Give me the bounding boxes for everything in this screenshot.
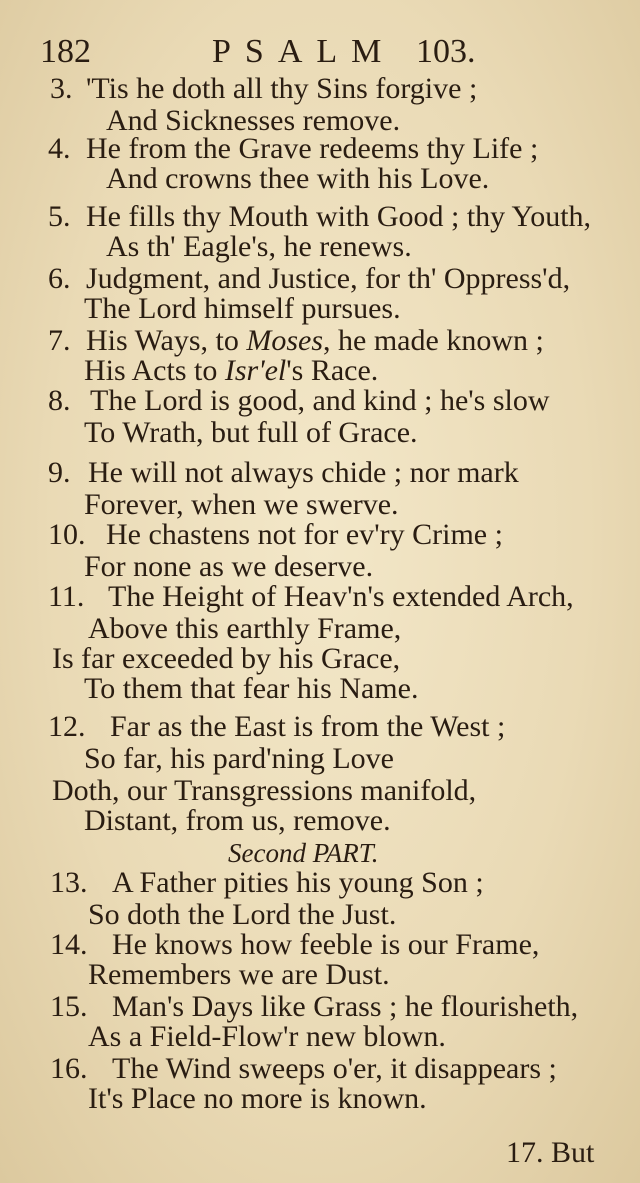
italic-name: Moses	[246, 324, 324, 357]
verse-line	[0, 1052, 620, 1086]
verse-line	[0, 292, 620, 326]
verse-line	[0, 742, 620, 776]
text-segment: 'Tis he doth all thy Sins forgive ;	[86, 72, 478, 105]
verse-text	[86, 200, 591, 234]
verse-number: 12.	[48, 710, 86, 743]
verse-text	[88, 1082, 427, 1116]
verse-line	[0, 324, 620, 358]
text-segment: The Height of Heav'n's extended Arch,	[108, 580, 574, 613]
text-segment: Above this earthly Frame,	[88, 612, 402, 645]
verse-number: 5.	[48, 200, 71, 233]
verse-number: 11.	[48, 580, 85, 613]
text-segment: A Father pities his young Son ;	[112, 866, 484, 899]
verse-text	[86, 72, 477, 106]
text-segment: Judgment, and Justice, for th' Oppress'd,	[86, 262, 571, 295]
verse-text	[112, 866, 484, 900]
verse-number: 7.	[48, 324, 71, 357]
psalm-title: PSALM	[212, 33, 396, 70]
verse-line	[0, 672, 620, 706]
text-segment: Man's Days like Grass ; he flourisheth,	[112, 990, 579, 1023]
text-segment: For none as we deserve.	[84, 550, 374, 583]
verse-text	[106, 162, 489, 196]
verse-line	[0, 958, 620, 992]
text-segment: Far as the East is from the West ;	[110, 710, 506, 743]
text-segment: He chastens not for ev'ry Crime ;	[106, 518, 503, 551]
verse-text	[84, 742, 394, 776]
verse-number: 9.	[48, 456, 71, 489]
text-segment: His Acts to	[84, 354, 225, 387]
text-segment: The Wind sweeps o'er, it disappears ;	[112, 1052, 557, 1085]
text-segment: Remembers we are Dust.	[88, 958, 390, 991]
verse-line	[0, 518, 620, 552]
verse-line	[0, 1020, 620, 1054]
verse-number: 10.	[48, 518, 86, 551]
verse-line	[0, 642, 620, 676]
verse-text	[106, 230, 412, 264]
verse-text	[112, 928, 539, 962]
text-segment: His Ways, to	[86, 324, 247, 357]
text-segment: Distant, from us, remove.	[84, 804, 391, 837]
verse-text	[86, 132, 538, 166]
text-segment: He from the Grave redeems thy Life ;	[86, 132, 539, 165]
text-segment: 's Race.	[286, 354, 379, 387]
verse-text	[110, 710, 505, 744]
verse-number: 13.	[50, 866, 88, 899]
verse-line	[0, 132, 620, 166]
verse-line	[0, 804, 620, 838]
text-segment: , he made known ;	[323, 324, 544, 357]
text-segment: So doth the Lord the Just.	[88, 898, 397, 931]
verse-line	[0, 774, 620, 808]
page-number: 182	[40, 33, 91, 70]
verse-line	[0, 550, 620, 584]
text-segment: It's Place no more is known.	[88, 1082, 427, 1115]
text-segment: He fills thy Mouth with Good ; thy Youth,	[86, 200, 592, 233]
verse-text	[90, 384, 550, 418]
verse-line	[0, 488, 620, 522]
running-header	[0, 30, 640, 74]
verse-line	[0, 612, 620, 646]
verse-text	[84, 292, 401, 326]
text-segment: The Lord himself pursues.	[84, 292, 401, 325]
verse-line	[0, 262, 620, 296]
psalm-number: 103.	[416, 33, 476, 70]
verse-text	[106, 518, 503, 552]
verse-text	[112, 990, 578, 1024]
text-segment: He will not always chide ; nor mark	[88, 456, 519, 489]
text-segment: Forever, when we swerve.	[84, 488, 399, 521]
verse-text	[86, 324, 544, 358]
verse-text	[88, 456, 519, 490]
verse-text	[84, 550, 373, 584]
text-segment: He knows how feeble is our Frame,	[112, 928, 540, 961]
verse-number: 15.	[50, 990, 88, 1023]
verse-text	[84, 804, 391, 838]
verse-number: 16.	[50, 1052, 88, 1085]
verse-line	[0, 898, 620, 932]
verse-line	[0, 354, 620, 388]
catchword: 17. But	[506, 1136, 595, 1169]
verse-text	[108, 580, 574, 614]
verse-text	[52, 642, 400, 676]
text-segment: As th' Eagle's, he renews.	[106, 230, 412, 263]
verse-line	[0, 928, 620, 962]
verse-line	[0, 1082, 620, 1116]
verse-number: 8.	[48, 384, 71, 417]
text-segment: And crowns thee with his Love.	[106, 162, 490, 195]
verse-line	[0, 72, 620, 106]
verse-line	[0, 384, 620, 418]
text-segment: Doth, our Transgressions manifold,	[52, 774, 477, 807]
text-segment: And Sicknesses remove.	[106, 104, 401, 137]
verse-text	[88, 612, 401, 646]
text-segment: To them that fear his Name.	[84, 672, 419, 705]
verse-number: 6.	[48, 262, 71, 295]
verse-number: 14.	[50, 928, 88, 961]
italic-name: Isr'el	[224, 354, 287, 387]
verse-line	[0, 456, 620, 490]
verse-text	[84, 672, 418, 706]
text-segment: As a Field-Flow'r new blown.	[88, 1020, 446, 1053]
verse-text	[88, 1020, 446, 1054]
verse-number: 3.	[50, 72, 73, 105]
verse-line	[0, 580, 620, 614]
verse-line	[0, 200, 620, 234]
verse-text	[112, 1052, 557, 1086]
text-segment: To Wrath, but full of Grace.	[84, 416, 418, 449]
text-segment: So far, his pard'ning Love	[84, 742, 394, 775]
verse-text	[86, 262, 570, 296]
text-segment: The Lord is good, and kind ; he's slow	[90, 384, 550, 417]
verse-line	[0, 230, 620, 264]
verse-text	[84, 488, 399, 522]
verse-text	[84, 416, 418, 450]
verse-text	[84, 354, 378, 388]
verse-line	[0, 710, 620, 744]
verse-line	[0, 162, 620, 196]
section-heading: Second PART.	[228, 838, 379, 868]
verse-line	[0, 990, 620, 1024]
text-segment: Is far exceeded by his Grace,	[52, 642, 401, 675]
verse-text	[88, 958, 390, 992]
verse-text	[52, 774, 476, 808]
verse-text	[88, 898, 396, 932]
verse-line	[0, 866, 620, 900]
verse-line	[0, 416, 620, 450]
verse-number: 4.	[48, 132, 71, 165]
